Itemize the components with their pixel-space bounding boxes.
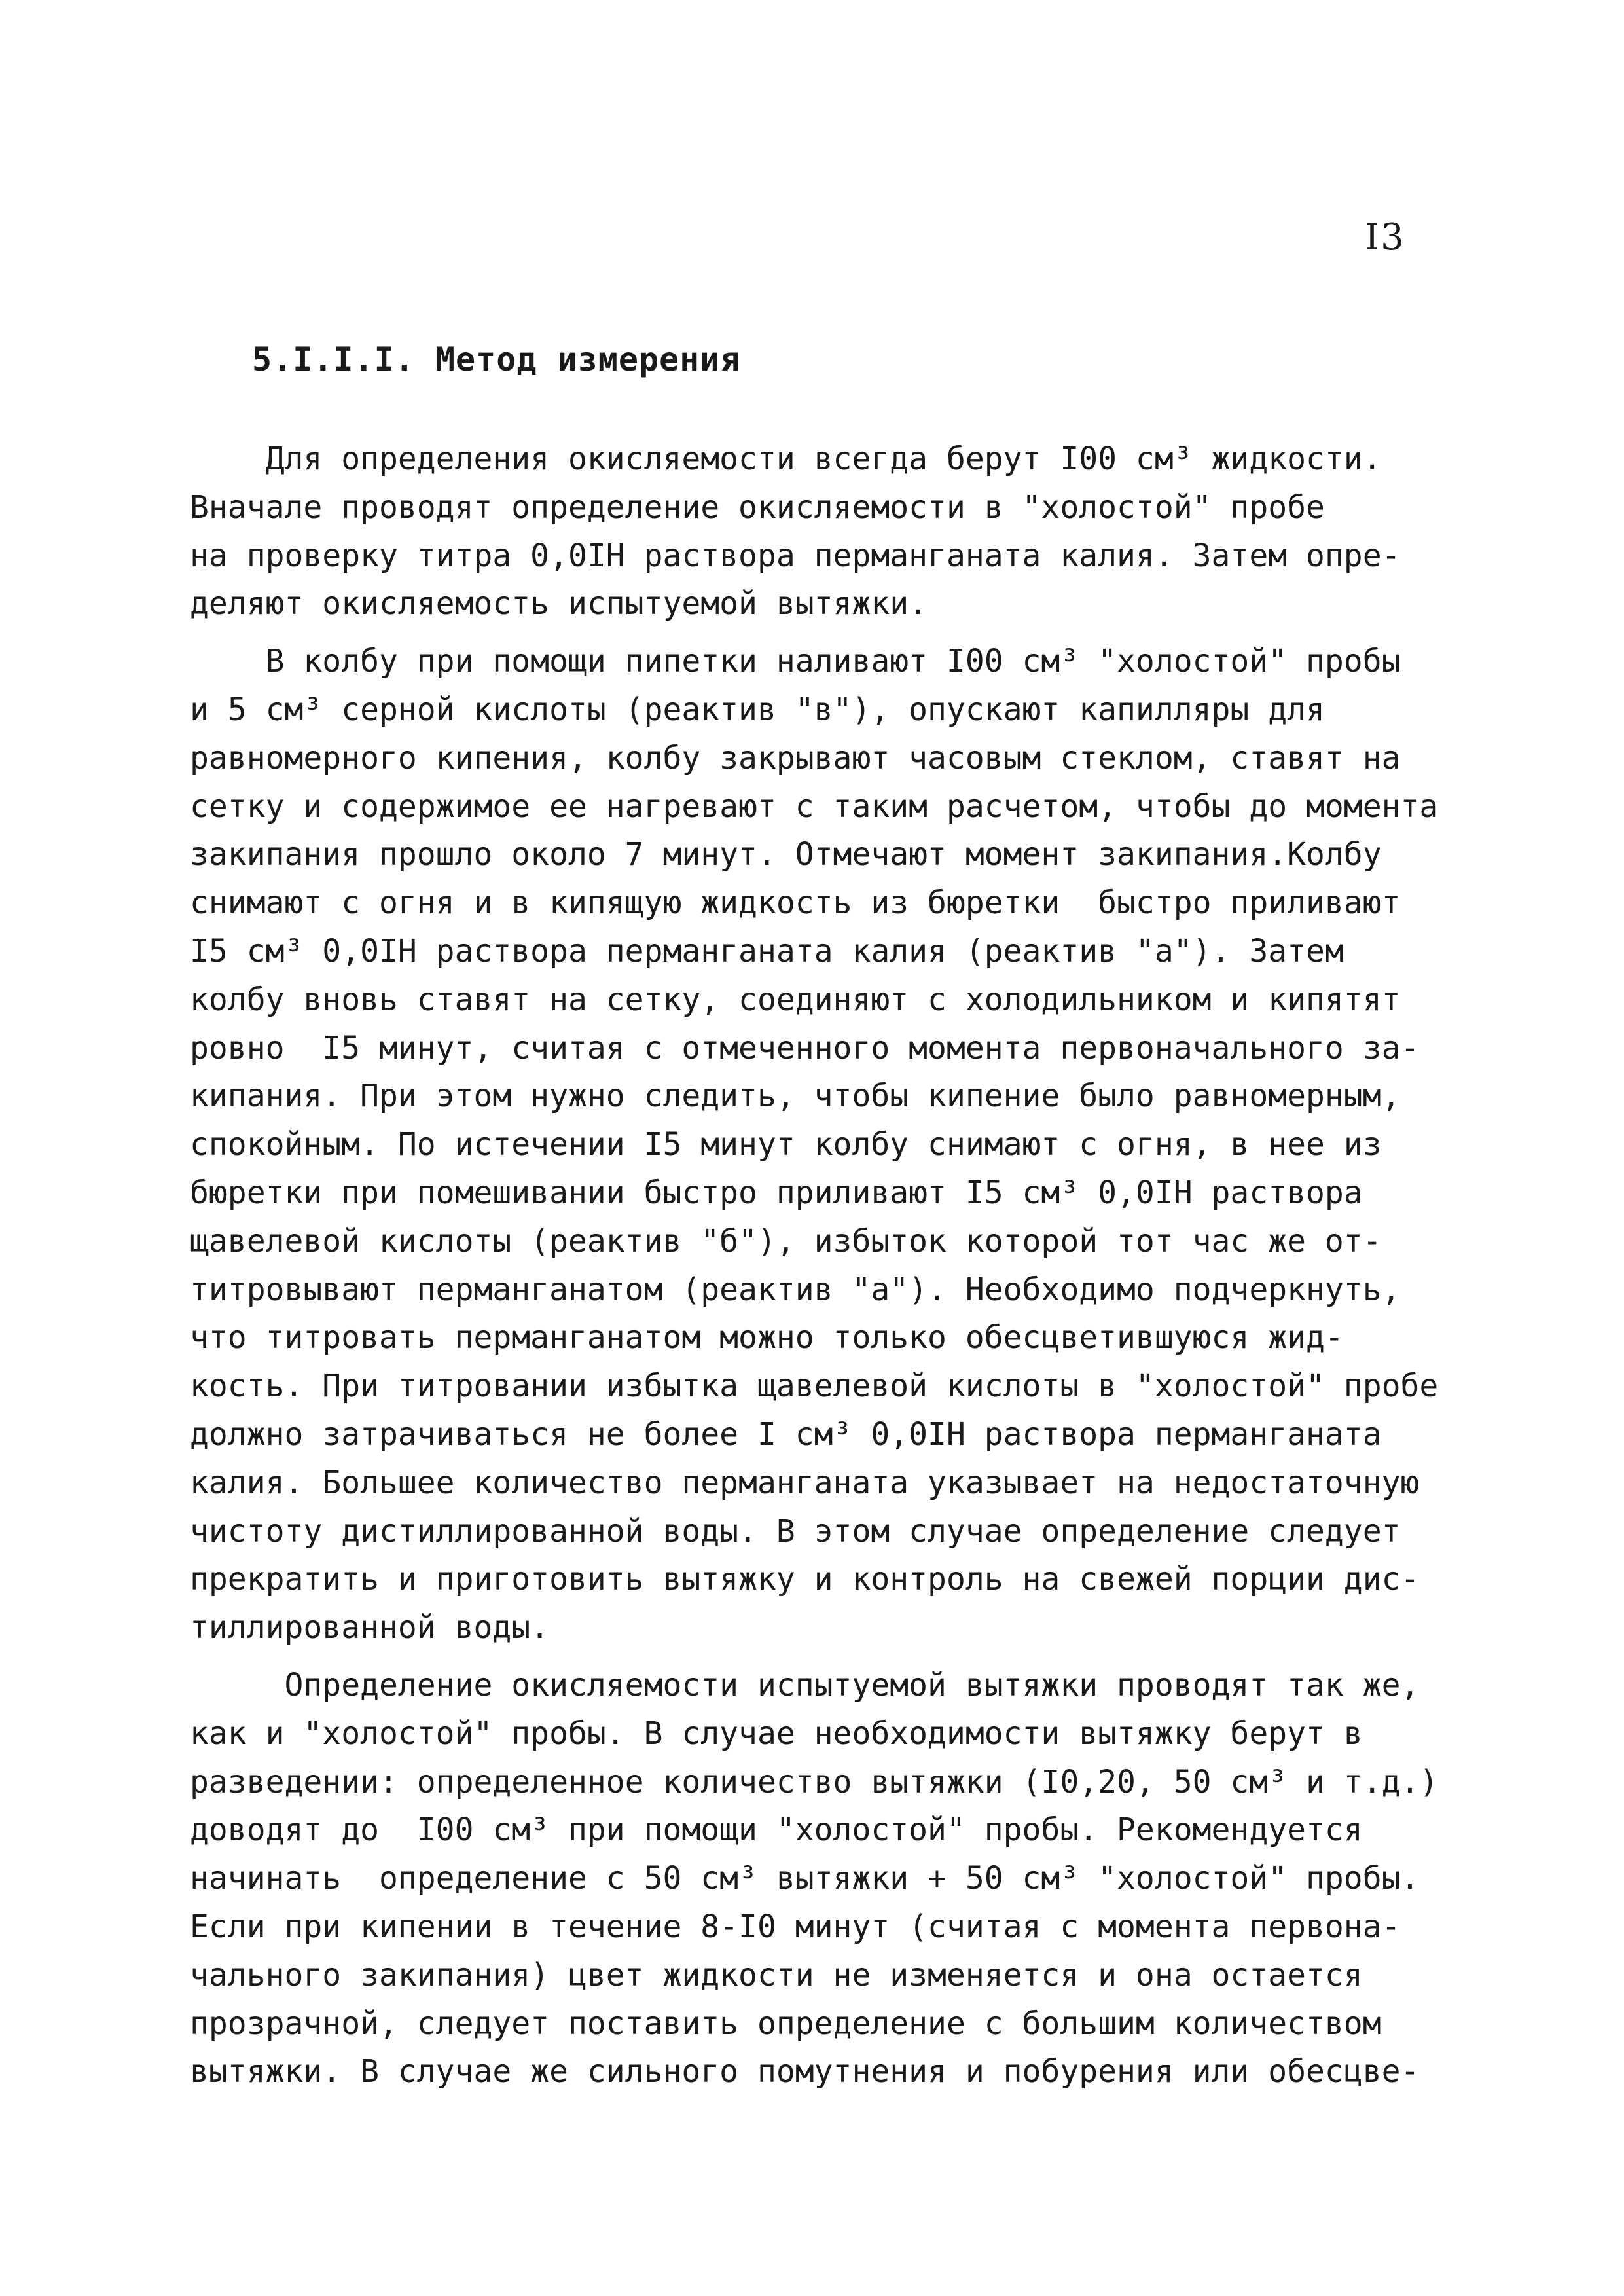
- text-line: должно затрачиваться не более I см³ 0,0IН раствора перманганата: [190, 1415, 1382, 1453]
- text-line: кипания. При этом нужно следить, чтобы кипение было равномерным,: [190, 1078, 1401, 1115]
- text-line: равномерного кипения, колбу закрывают часовым стеклом, ставят на: [190, 739, 1401, 776]
- text-line: колбу вновь ставят на сетку, соединяют с холодильником и кипятят: [190, 981, 1401, 1018]
- text-line: вытяжки. В случае же сильного помутнения и побурения или обесцве-: [190, 2053, 1420, 2090]
- text-line: бюретки при помешивании быстро приливают I5 см³ 0,0IН раствора: [190, 1174, 1363, 1211]
- text-line: кость. При титровании избытка щавелевой кислоты в "холостой" пробе: [190, 1368, 1439, 1405]
- text-line: В колбу при помощи пипетки наливают I00 см³ "холостой" пробы: [190, 643, 1401, 680]
- body-text: [190, 435, 1492, 2096]
- text-line: титровывают перманганатом (реактив "а"). Необходимо подчеркнуть,: [190, 1271, 1401, 1308]
- text-line: Определение окисляемости испытуемой вытяжки проводят так же,: [190, 1666, 1420, 1704]
- text-line: разведении: определенное количество вытяжки (I0,20, 50 см³ и т.д.): [190, 1763, 1439, 1800]
- paragraph: [190, 435, 1492, 629]
- text-line: начинать определение с 50 см³ вытяжки + 50 см³ "холостой" пробы.: [190, 1860, 1420, 1897]
- text-line: доводят до I00 см³ при помощи "холостой" пробы. Рекомендуется: [190, 1812, 1363, 1849]
- text-line: чального закипания) цвет жидкости не изменяется и она остается: [190, 1956, 1363, 1994]
- text-line: калия. Большее количество перманганата указывает на недостаточную: [190, 1464, 1420, 1501]
- text-line: снимают с огня и в кипящую жидкость из бюретки быстро приливают: [190, 884, 1401, 922]
- text-line: сетку и содержимое ее нагревают с таким расчетом, чтобы до момента: [190, 788, 1439, 825]
- text-line: что титровать перманганатом можно только обесцветившуюся жид-: [190, 1319, 1344, 1357]
- paragraph-gap: [190, 1652, 1492, 1662]
- text-line: Вначале проводят определение окисляемости в "холостой" пробе: [190, 488, 1325, 526]
- text-line: прекратить и приготовить вытяжку и контроль на свежей порции дис-: [190, 1561, 1420, 1598]
- text-line: щавелевой кислоты (реактив "б"), избыток которой тот час же от-: [190, 1222, 1382, 1260]
- page-number: I3: [1365, 216, 1405, 259]
- text-line: ровно I5 минут, считая с отмеченного момента первоначального за-: [190, 1029, 1420, 1066]
- text-line: на проверку титра 0,0IН раствора перманганата калия. Затем опре-: [190, 537, 1401, 574]
- text-line: и 5 см³ серной кислоты (реактив "в"), опускают капилляры для: [190, 691, 1325, 728]
- text-line: деляют окисляемость испытуемой вытяжки.: [190, 585, 928, 623]
- paragraph-gap: [190, 629, 1492, 638]
- paragraph: [190, 638, 1492, 1652]
- text-line: тиллированной воды.: [190, 1609, 550, 1647]
- text-line: прозрачной, следует поставить определение с большим количеством: [190, 2005, 1382, 2042]
- text-line: чистоту дистиллированной воды. В этом случае определение следует: [190, 1512, 1401, 1550]
- text-line: Для определения окисляемости всегда берут I00 см³ жидкости.: [190, 441, 1382, 477]
- text-line: как и "холостой" пробы. В случае необходимости вытяжку берут в: [190, 1715, 1363, 1752]
- text-line: закипания прошло около 7 минут. Отмечают момент закипания.Колбу: [190, 836, 1382, 873]
- paragraph: [190, 1662, 1492, 2096]
- text-line: Если при кипении в течение 8-I0 минут (считая с момента первона-: [190, 1908, 1401, 1945]
- text-line: спокойным. По истечении I5 минут колбу снимают с огня, в нее из: [190, 1126, 1382, 1163]
- section-heading: 5.I.I.I. Метод измерения: [252, 340, 741, 378]
- text-line: I5 см³ 0,0IН раствора перманганата калия (реактив "а"). Затем: [190, 932, 1344, 970]
